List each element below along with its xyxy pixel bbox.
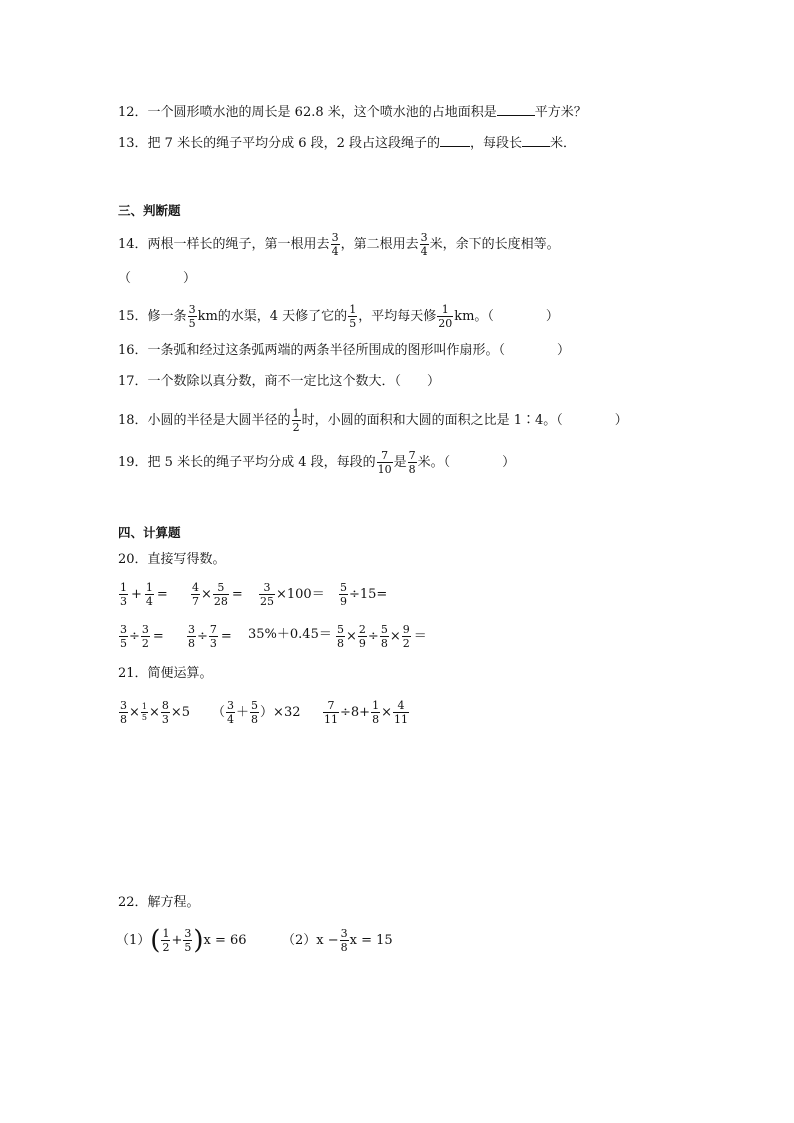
question-text: ，每段长 xyxy=(470,136,523,151)
left-paren: ( xyxy=(150,925,161,956)
operator: × xyxy=(389,629,401,644)
question-text: 。（ ） xyxy=(474,309,559,324)
fraction xyxy=(191,582,200,607)
denominator: 3 xyxy=(161,713,169,726)
expression-text: ×5 xyxy=(170,705,191,720)
expression-text: x = 15 xyxy=(349,933,393,948)
question-text: 是 xyxy=(393,455,407,470)
fraction xyxy=(402,624,411,649)
equals-sign: = xyxy=(231,587,243,602)
question-text: 解方程。 xyxy=(147,895,200,910)
expression-text: ×100＝ xyxy=(276,587,325,602)
question-text: 简便运算。 xyxy=(147,666,213,681)
unit-text: km xyxy=(197,309,218,324)
question-text: 把 7 米长的绳子平均分成 6 段，2 段占这段绳子的 xyxy=(147,136,441,151)
numerator: 3 xyxy=(188,303,196,316)
fraction xyxy=(331,232,340,257)
numerator: 3 xyxy=(141,623,149,636)
numerator: 1 xyxy=(349,303,357,316)
fraction xyxy=(226,700,235,725)
numerator: 5 xyxy=(380,623,388,636)
denominator: 8 xyxy=(372,713,380,726)
fraction xyxy=(371,700,380,725)
question-13 xyxy=(118,133,576,154)
numerator: 7 xyxy=(209,623,217,636)
denominator: 4 xyxy=(227,713,235,726)
fraction xyxy=(393,700,409,725)
fraction xyxy=(119,582,128,607)
denominator: 8 xyxy=(251,713,259,726)
fraction xyxy=(336,624,345,649)
fraction xyxy=(213,582,229,607)
denominator: 4 xyxy=(145,595,153,608)
question-22 xyxy=(118,893,200,913)
fraction xyxy=(141,703,148,722)
denominator: 5 xyxy=(120,637,127,650)
simplify-expression xyxy=(212,700,300,725)
numerator: 3 xyxy=(420,231,428,244)
expression-text: x = 66 xyxy=(203,933,247,948)
question-text: ，平均每天修 xyxy=(358,309,437,324)
numerator: 3 xyxy=(259,582,275,595)
operator: ÷ xyxy=(367,629,379,644)
question-20 xyxy=(118,550,226,570)
question-text: 时，小圆的面积和大圆的面积之比是 1∶4。（ ） xyxy=(301,413,628,428)
question-15 xyxy=(118,304,559,329)
fraction xyxy=(377,450,393,475)
expression-text: x − xyxy=(316,933,339,948)
denominator: 5 xyxy=(188,317,196,330)
simplify-expression xyxy=(322,700,410,725)
equals-sign: ＝ xyxy=(413,629,427,644)
denominator: 11 xyxy=(324,713,338,726)
numerator: 7 xyxy=(377,450,393,463)
fraction xyxy=(380,624,389,649)
fraction xyxy=(323,700,339,725)
question-number: 17． xyxy=(118,374,148,389)
equation-1 xyxy=(116,925,247,956)
question-text: 直接写得数。 xyxy=(147,552,226,567)
numerator: 1 xyxy=(162,927,170,940)
numerator: 5 xyxy=(213,582,229,595)
operator: ＋ xyxy=(236,705,250,720)
numerator: 1 xyxy=(437,304,453,317)
fraction xyxy=(187,624,196,649)
question-16 xyxy=(118,341,570,361)
equals-sign: = xyxy=(220,629,232,644)
fraction xyxy=(420,232,429,257)
denominator: 2 xyxy=(141,637,149,650)
question-number: 18． xyxy=(118,413,148,428)
question-text: 一个圆形喷水池的周长是 62.8 米，这个喷水池的占地面积是 xyxy=(147,105,497,120)
question-19 xyxy=(118,450,515,475)
denominator: 9 xyxy=(358,637,366,650)
fraction xyxy=(161,700,170,725)
question-text: 米。（ ） xyxy=(417,455,516,470)
question-text: 修一条 xyxy=(147,309,187,324)
operator: + xyxy=(131,587,142,602)
question-14 xyxy=(118,232,560,257)
fraction xyxy=(348,304,357,329)
denominator: 2 xyxy=(292,421,300,434)
question-text: 平方米？ xyxy=(534,105,587,120)
question-text: 小圆的半径是大圆半径的 xyxy=(147,413,291,428)
numerator: 3 xyxy=(331,231,339,244)
question-21 xyxy=(118,664,213,684)
numerator: 5 xyxy=(251,699,259,712)
numerator: 2 xyxy=(358,623,366,636)
fraction xyxy=(188,304,197,329)
fraction xyxy=(161,928,170,953)
expression-text: 35%＋0.45＝ xyxy=(248,627,332,642)
denominator: 7 xyxy=(192,595,199,608)
numerator: 1 xyxy=(372,699,380,712)
question-text: 一条弧和经过这条弧两端的两条半径所围成的图形叫作扇形。（ ） xyxy=(147,343,571,358)
section-title-judgement: 三、判断题 xyxy=(118,203,181,218)
operator: + xyxy=(171,933,183,948)
denominator: 5 xyxy=(349,317,357,330)
denominator: 5 xyxy=(141,713,147,722)
operator: × xyxy=(149,705,160,720)
denominator: 8 xyxy=(380,637,388,650)
calc-expression xyxy=(118,624,166,649)
fraction xyxy=(292,408,301,433)
denominator: 20 xyxy=(438,317,453,330)
calc-expression xyxy=(186,624,234,649)
numerator: 7 xyxy=(408,449,416,462)
numerator: 1 xyxy=(141,702,147,711)
numerator: 3 xyxy=(120,623,127,636)
numerator: 5 xyxy=(337,623,344,636)
denominator: 25 xyxy=(260,595,274,608)
fraction xyxy=(209,624,218,649)
equation-label: （1） xyxy=(116,933,151,948)
question-text: 两根一样长的绳子，第一根用去 xyxy=(147,237,330,252)
question-text: 的水渠，4 天修了它的 xyxy=(217,309,348,324)
equals-sign: = xyxy=(156,587,168,602)
question-number: 16． xyxy=(118,343,148,358)
numerator: 1 xyxy=(120,581,127,594)
numerator: 3 xyxy=(184,927,192,940)
answer-blank[interactable] xyxy=(522,133,550,147)
numerator: 1 xyxy=(292,407,300,420)
fraction xyxy=(250,700,259,725)
calc-expression xyxy=(338,582,387,607)
operator: × xyxy=(201,587,212,602)
left-paren: （ xyxy=(212,705,226,720)
question-number: 21． xyxy=(118,666,148,681)
numerator: 9 xyxy=(402,623,410,636)
numerator: 5 xyxy=(340,581,347,594)
calc-expression xyxy=(258,582,325,607)
fraction xyxy=(358,624,367,649)
simplify-expression xyxy=(118,700,190,725)
question-number: 20． xyxy=(118,552,148,567)
numerator: 3 xyxy=(188,623,195,636)
numerator: 4 xyxy=(192,581,199,594)
operator: × xyxy=(381,705,392,720)
denominator: 5 xyxy=(184,941,192,954)
denominator: 8 xyxy=(337,637,344,650)
calc-expression xyxy=(248,625,332,645)
fraction xyxy=(339,582,348,607)
denominator: 2 xyxy=(162,941,170,954)
section-title-calculation: 四、计算题 xyxy=(118,525,181,540)
question-number: 15． xyxy=(118,309,148,324)
fraction xyxy=(145,582,154,607)
answer-paren[interactable]: （ ） xyxy=(118,271,197,286)
unit-text: km xyxy=(454,309,475,324)
denominator: 8 xyxy=(340,941,348,954)
numerator: 1 xyxy=(145,581,153,594)
question-text: ，第二根用去 xyxy=(340,237,419,252)
fraction xyxy=(119,700,128,725)
fraction xyxy=(340,928,349,953)
numerator: 3 xyxy=(120,699,127,712)
operator: ÷8+ xyxy=(340,705,371,720)
fraction xyxy=(183,928,192,953)
denominator: 2 xyxy=(402,637,410,650)
denominator: 8 xyxy=(120,713,127,726)
question-number: 14． xyxy=(118,237,148,252)
fraction xyxy=(119,624,128,649)
denominator: 4 xyxy=(420,245,428,258)
numerator: 8 xyxy=(161,699,169,712)
denominator: 9 xyxy=(340,595,347,608)
denominator: 28 xyxy=(213,595,228,608)
question-18 xyxy=(118,408,628,433)
question-text: 一个数除以真分数，商不一定比这个数大．（ ） xyxy=(147,374,441,389)
expression-text: ÷15= xyxy=(349,587,388,602)
fraction xyxy=(259,582,275,607)
question-text: 米，余下的长度相等。 xyxy=(429,237,560,252)
denominator: 8 xyxy=(188,637,195,650)
fraction xyxy=(408,450,417,475)
denominator: 8 xyxy=(408,463,416,476)
fraction xyxy=(437,304,453,329)
question-number: 22． xyxy=(118,895,148,910)
numerator: 7 xyxy=(323,700,339,713)
question-12 xyxy=(118,102,587,123)
denominator: 4 xyxy=(331,245,339,258)
calc-expression xyxy=(335,624,429,649)
equation-2 xyxy=(282,928,393,953)
operator: × xyxy=(129,705,140,720)
denominator: 10 xyxy=(377,463,392,476)
question-text: 把 5 米长的绳子平均分成 4 段，每段的 xyxy=(147,455,376,470)
numerator: 4 xyxy=(393,700,409,713)
operator: ÷ xyxy=(197,629,208,644)
calc-expression xyxy=(118,582,170,607)
answer-blank[interactable] xyxy=(497,102,535,116)
question-17 xyxy=(118,372,440,392)
question-number: 19． xyxy=(118,455,148,470)
right-paren: ） xyxy=(260,705,274,720)
question-text: 米． xyxy=(550,136,577,151)
operator: ÷ xyxy=(129,629,140,644)
answer-blank[interactable] xyxy=(440,133,470,147)
question-number: 12． xyxy=(118,105,148,120)
right-paren: ) xyxy=(193,925,204,956)
question-number: 13． xyxy=(118,136,148,151)
calc-expression xyxy=(190,582,245,607)
denominator: 3 xyxy=(209,637,217,650)
expression-text: ×32 xyxy=(273,705,301,720)
denominator: 3 xyxy=(120,595,127,608)
operator: × xyxy=(346,629,357,644)
fraction xyxy=(141,624,150,649)
numerator: 3 xyxy=(227,699,235,712)
equals-sign: = xyxy=(152,629,164,644)
denominator: 11 xyxy=(393,713,408,726)
numerator: 3 xyxy=(340,927,348,940)
equation-label: （2） xyxy=(282,933,317,948)
